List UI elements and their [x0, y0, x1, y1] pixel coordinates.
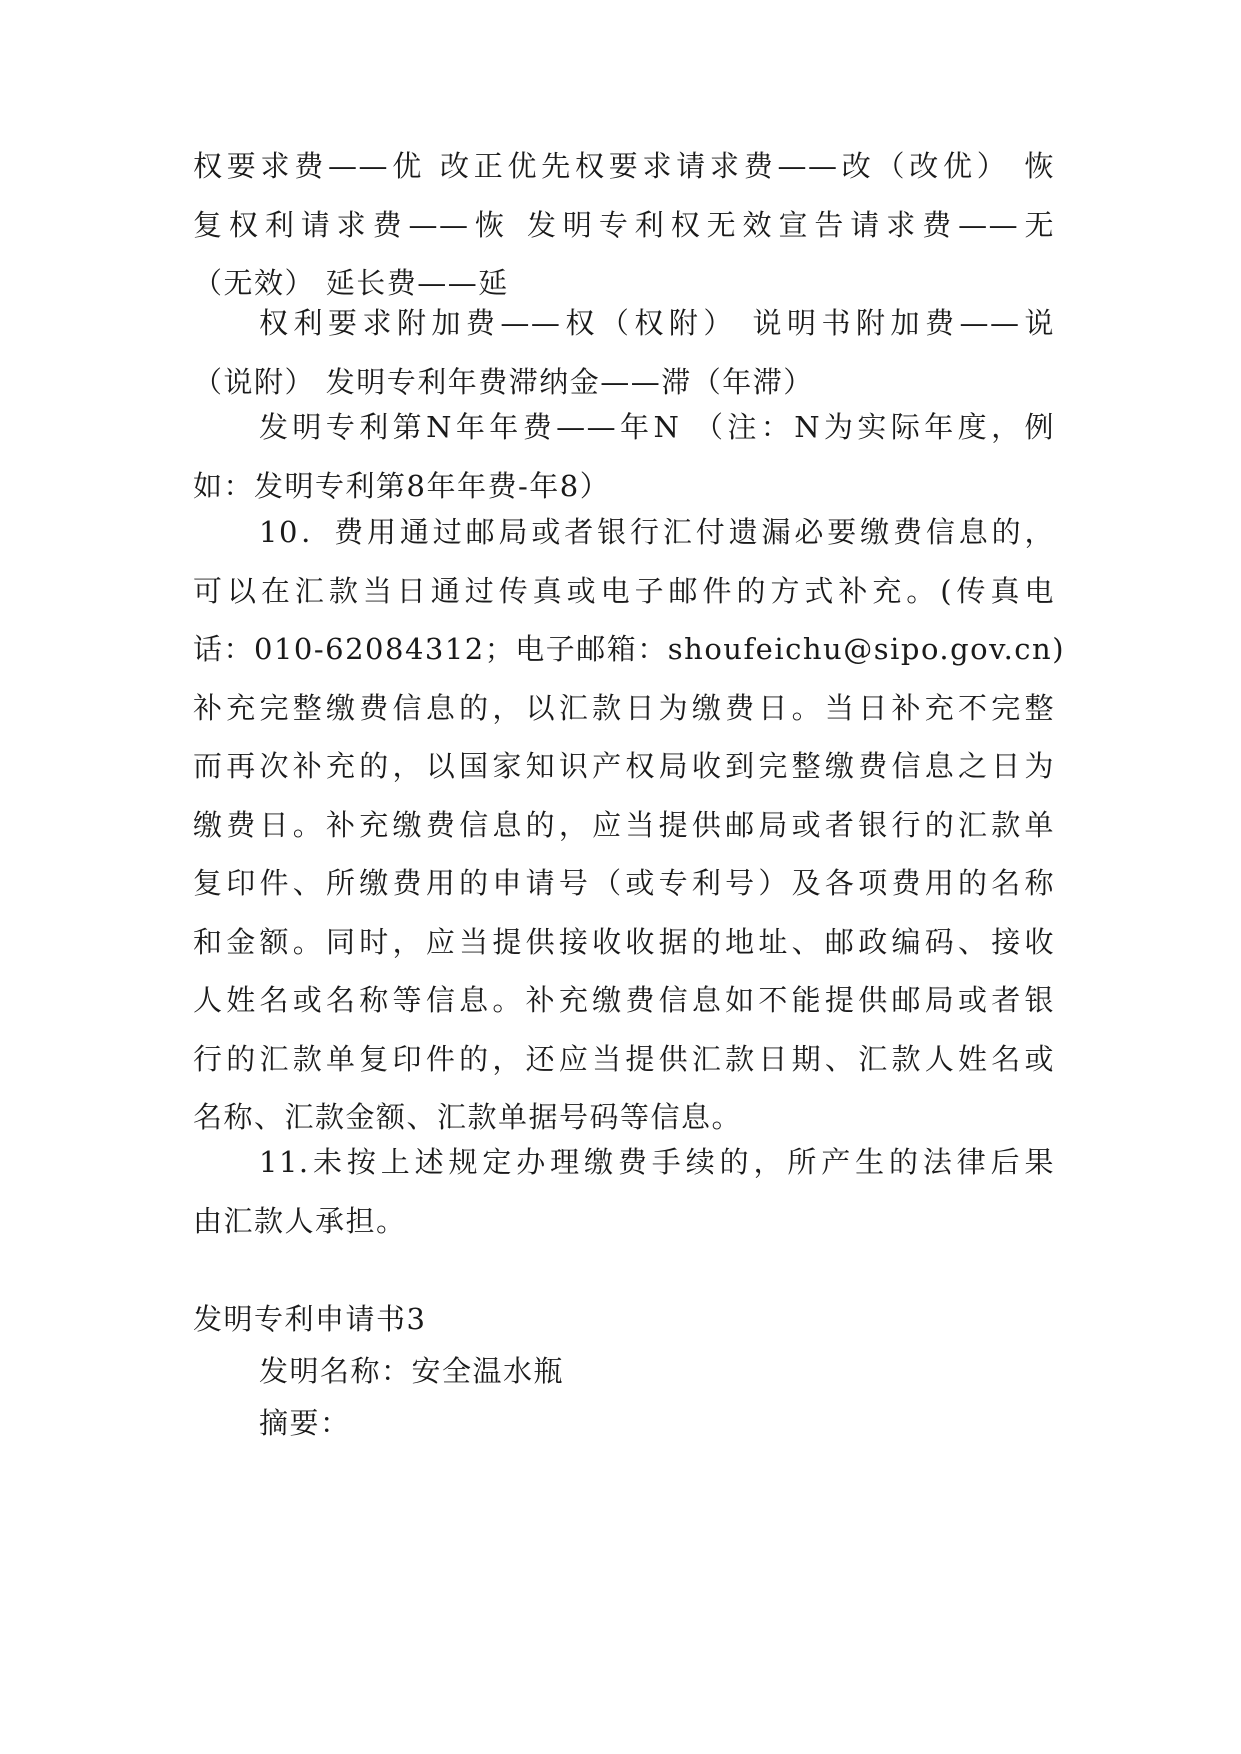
item-10-paragraph [193, 503, 1066, 1147]
text-line: 由汇款人承担。 [193, 1203, 407, 1238]
text-line: 发明专利第N年年费——年N （注：N为实际年度，例 [259, 410, 1055, 444]
text-line: （说附） 发明专利年费滞纳金——滞（年滞） [193, 364, 814, 399]
text-line: 行的汇款单复印件的，还应当提供汇款日期、汇款人姓名或 [193, 1041, 1055, 1076]
fee-abbreviation-paragraph-2 [193, 294, 1055, 411]
section-title: 发明专利申请书3 [193, 1302, 427, 1336]
text-line: 复权利请求费——恢 发明专利权无效宣告请求费——无 [193, 207, 1055, 242]
fee-abbreviation-paragraph-1 [193, 137, 1055, 313]
item-11-paragraph [193, 1133, 1055, 1250]
text-line: 权利要求附加费——权（权附） 说明书附加费——说 [259, 306, 1055, 340]
text-line: 权要求费——优 改正优先权要求请求费——改（改优） 恢 [193, 149, 1056, 183]
text-line: 人姓名或名称等信息。补充缴费信息如不能提供邮局或者银 [193, 983, 1055, 1017]
text-line: 话：010-62084312；电子邮箱：shoufeichu@sipo.gov.cn) [193, 632, 1066, 666]
text-line: 而再次补充的，以国家知识产权局收到完整缴费信息之日为 [193, 749, 1055, 783]
text-line: 补充完整缴费信息的，以汇款日为缴费日。当日补充不完整 [193, 690, 1055, 725]
text-line: （无效） 延长费——延 [193, 266, 509, 300]
annual-fee-paragraph [193, 398, 1055, 515]
text-line: 和金额。同时，应当提供接收收据的地址、邮政编码、接收 [193, 924, 1055, 959]
text-line: 缴费日。补充缴费信息的，应当提供邮局或者银行的汇款单 [193, 807, 1055, 842]
invention-name: 发明名称：安全温水瓶 [259, 1354, 565, 1388]
abstract-label: 摘要： [259, 1406, 351, 1440]
text-line: 如：发明专利第8年年费-年8） [193, 468, 611, 503]
text-line: 名称、汇款金额、汇款单据号码等信息。 [193, 1100, 743, 1134]
text-line: 11.未按上述规定办理缴费手续的，所产生的法律后果 [259, 1145, 1055, 1179]
text-line: 复印件、所缴费用的申请号（或专利号）及各项费用的名称 [193, 866, 1055, 900]
text-line: 可以在汇款当日通过传真或电子邮件的方式补充。(传真电 [193, 573, 1055, 608]
text-line: 10．费用通过邮局或者银行汇付遗漏必要缴费信息的， [259, 515, 1055, 549]
